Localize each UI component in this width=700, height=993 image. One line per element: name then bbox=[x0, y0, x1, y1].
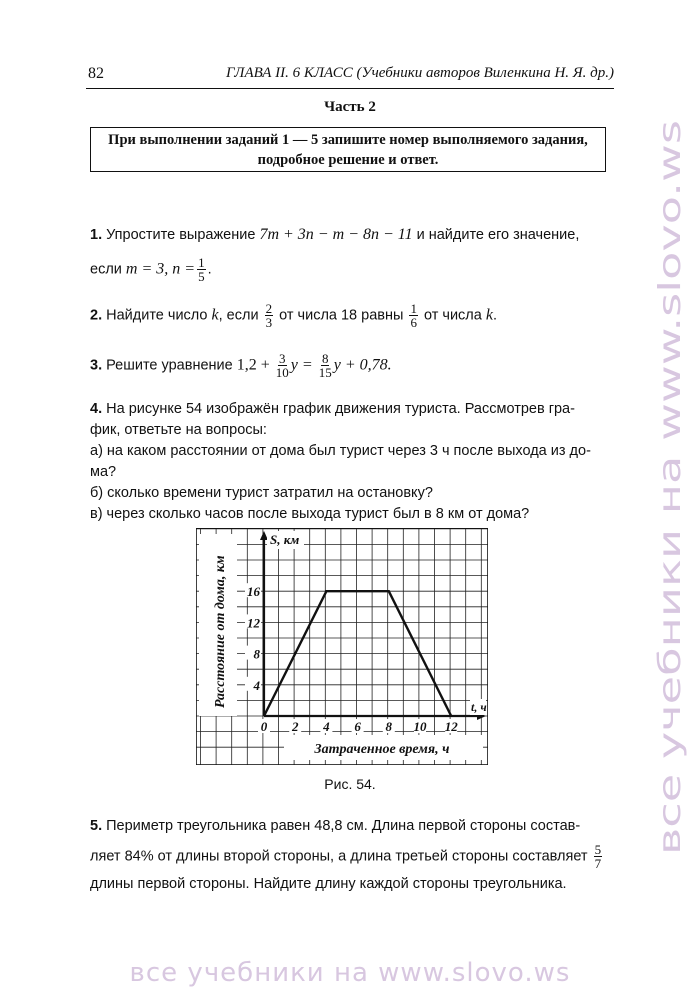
x-axis-title: Затраченное время, ч bbox=[314, 742, 450, 757]
task-3 bbox=[90, 352, 614, 379]
task-text: фик, ответьте на вопросы: bbox=[90, 422, 267, 438]
variable: k bbox=[211, 306, 219, 324]
task-5 bbox=[90, 816, 618, 895]
fraction: $\frac{1}{5}$ bbox=[198, 255, 205, 284]
y-tick-label: 16 bbox=[247, 584, 260, 600]
question-b: б) сколько времени турист затратил на остановку? bbox=[90, 485, 433, 501]
x-tick-label: 2 bbox=[291, 719, 299, 734]
x-tick-label: 4 bbox=[323, 719, 330, 734]
task-text: Найдите число bbox=[106, 307, 208, 324]
task-1 bbox=[90, 224, 614, 283]
y-axis-arrow bbox=[260, 531, 268, 540]
equation-part: 1,2 + bbox=[236, 356, 270, 374]
x-unit-label: t, ч bbox=[471, 700, 487, 714]
y-unit-label: S, км bbox=[270, 532, 300, 547]
fraction: $\frac{1}{6}$ bbox=[410, 301, 417, 330]
chapter-title: ГЛАВА II. 6 КЛАСС (Учебники авторов Виленкина Н. Я. др.) bbox=[225, 65, 614, 81]
x-tick-label: 12 bbox=[444, 719, 458, 734]
question-a: а) на каком расстоянии от дома был турист через 3 ч после выхода из до- bbox=[90, 443, 591, 459]
task-1-line-1 bbox=[90, 224, 614, 246]
y-axis-title: Расстояние от дома, км bbox=[213, 555, 228, 708]
task-text: Периметр треугольника равен 48,8 см. Длина первой стороны состав- bbox=[106, 818, 581, 834]
task-text: , если bbox=[218, 307, 259, 324]
task-4 bbox=[90, 399, 620, 525]
instruction-text: При выполнении заданий 1 — 5 запишите номер выполняемого задания, подробное решение и ответ. bbox=[108, 131, 588, 168]
task-number: 4. bbox=[90, 401, 103, 417]
task-text: от числа 18 равны bbox=[279, 307, 404, 324]
y-tick-label: 4 bbox=[253, 677, 260, 693]
task-text: Решите уравнение bbox=[106, 357, 233, 374]
task-text: На рисунке 54 изображён график движения туриста. Рассмотрев гра- bbox=[106, 401, 575, 417]
header-rule bbox=[86, 88, 614, 89]
task-text: и найдите его значение, bbox=[416, 227, 580, 243]
condition: m = 3, n = bbox=[125, 260, 196, 278]
variable: k bbox=[485, 306, 493, 324]
y-tick-label: 12 bbox=[247, 615, 260, 631]
y-tick-label: 8 bbox=[253, 646, 260, 662]
x-tick-label: 0 bbox=[260, 719, 268, 734]
equation-part: y + 0,78. bbox=[333, 356, 392, 374]
x-tick-label: 10 bbox=[413, 719, 427, 734]
x-tick-label: 6 bbox=[354, 719, 361, 734]
task-number: 5. bbox=[90, 818, 103, 834]
x-tick-label: 8 bbox=[385, 719, 393, 734]
task-2: 2. Найдите число k, если $\frac{2}{3}$ от числа 18 равны $\frac{1}{6}$ от числа k. bbox=[90, 301, 498, 330]
task-text: ляет 84% от длины второй стороны, а длина третьей стороны составляет bbox=[90, 848, 588, 865]
equation-part: y = bbox=[290, 356, 313, 374]
bottom-watermark: все учебники на www.slovo.ws bbox=[129, 958, 571, 988]
task-number: 2. bbox=[90, 307, 103, 324]
task-number: 1. bbox=[90, 227, 103, 243]
task-text: если bbox=[90, 261, 122, 278]
fraction: $\frac{5}{7}$ bbox=[594, 842, 602, 871]
side-watermark bbox=[644, 100, 694, 860]
figure-caption: Рис. 54. bbox=[324, 776, 376, 792]
task-text: длины первой стороны. Найдите длину каждой стороны треугольника. bbox=[90, 876, 567, 892]
fraction: $\frac{2}{3}$ bbox=[265, 301, 273, 330]
travel-graph bbox=[196, 528, 488, 765]
fraction: $\frac{3}{10}$ bbox=[275, 351, 289, 380]
task-text: от числа bbox=[423, 307, 482, 324]
part-title: Часть 2 bbox=[324, 99, 376, 115]
task-number: 3. bbox=[90, 357, 103, 374]
instruction-box bbox=[90, 127, 606, 172]
ticks bbox=[245, 583, 458, 734]
task-text: Упростите выражение bbox=[106, 227, 256, 243]
question-a-cont: ма? bbox=[90, 464, 117, 480]
svg-text:все учебники на www.slovo.ws: все учебники на www.slovo.ws bbox=[653, 378, 688, 855]
question-c: в) через сколько часов после выхода турист был в 8 км от дома? bbox=[90, 506, 530, 522]
expression: 7m + 3n − m − 8n − 11 bbox=[259, 226, 413, 243]
page-number: 82 bbox=[88, 65, 104, 82]
task-1-line-2: если m = 3, n = $\frac{1}{5}$ . bbox=[90, 255, 212, 284]
fraction: $\frac{8}{15}$ bbox=[318, 351, 332, 380]
